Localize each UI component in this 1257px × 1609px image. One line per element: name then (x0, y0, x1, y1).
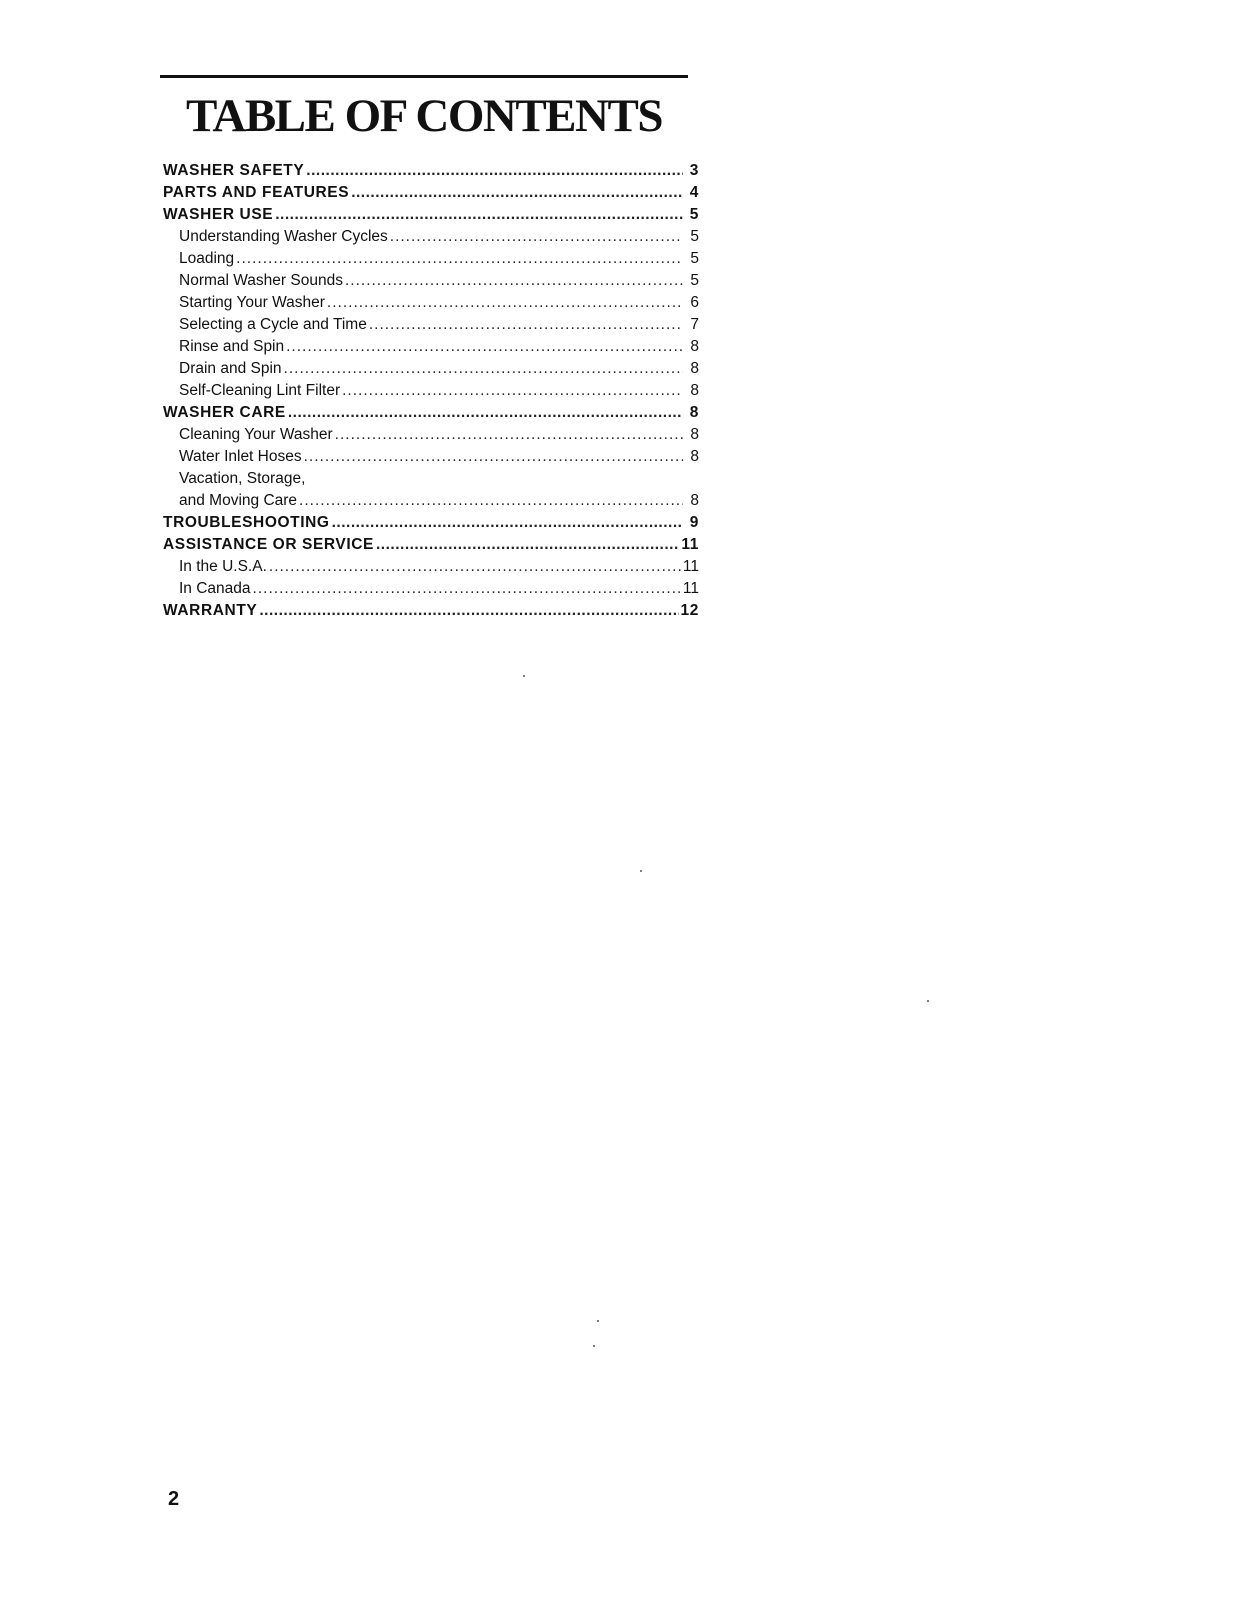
dot-leader (390, 226, 683, 248)
toc-entry-label: WARRANTY (163, 602, 258, 619)
toc-entry-page: 5 (690, 272, 699, 289)
toc-entry-page: 12 (680, 602, 699, 619)
toc-entry-page: 8 (690, 492, 699, 509)
table-of-contents (163, 160, 699, 622)
toc-entry-label: WASHER CARE (163, 404, 286, 421)
dot-leader (306, 160, 683, 182)
toc-entry-label: Cleaning Your Washer (179, 426, 333, 443)
toc-entry-warranty[interactable] (163, 600, 699, 622)
dot-leader (369, 314, 683, 336)
dot-leader (299, 490, 683, 512)
toc-entry-label: Understanding Washer Cycles (179, 228, 388, 245)
toc-entry-page: 8 (690, 382, 699, 399)
toc-entry-page: 8 (689, 404, 699, 421)
toc-entry-page: 5 (689, 206, 699, 223)
toc-entry-washer-safety[interactable] (163, 160, 699, 182)
toc-entry-normal-washer-sounds[interactable] (163, 270, 699, 292)
scan-speck (593, 1345, 595, 1347)
toc-entry-rinse-and-spin[interactable] (163, 336, 699, 358)
toc-entry-label: In Canada (179, 580, 251, 597)
toc-entry-label: Water Inlet Hoses (179, 448, 302, 465)
toc-entry-troubleshooting[interactable] (163, 512, 699, 534)
toc-entry-label: WASHER USE (163, 206, 274, 223)
dot-leader (236, 248, 683, 270)
toc-entry-starting-your-washer[interactable] (163, 292, 699, 314)
scan-speck (640, 870, 642, 872)
scan-speck (523, 675, 525, 677)
toc-entry-drain-and-spin[interactable] (163, 358, 699, 380)
dot-leader (275, 204, 683, 226)
toc-entry-page: 11 (682, 558, 699, 575)
toc-entry-self-cleaning-lint-filter[interactable] (163, 380, 699, 402)
toc-entry-in-the-usa[interactable] (163, 556, 699, 578)
toc-entry-understanding-washer-cycles[interactable] (163, 226, 699, 248)
toc-entry-cleaning-your-washer[interactable] (163, 424, 699, 446)
dot-leader (284, 358, 683, 380)
dot-leader (327, 292, 683, 314)
dot-leader (304, 446, 683, 468)
toc-entry-vacation-storage-moving-care[interactable] (163, 490, 699, 512)
toc-entry-label: Starting Your Washer (179, 294, 325, 311)
toc-entry-page: 4 (689, 184, 699, 201)
toc-entry-page: 9 (689, 514, 699, 531)
dot-leader (269, 556, 681, 578)
dot-leader (259, 600, 678, 622)
toc-entry-water-inlet-hoses[interactable] (163, 446, 699, 468)
scan-speck (927, 1000, 929, 1002)
toc-entry-label: Loading (179, 250, 235, 267)
toc-entry-page: 11 (681, 536, 699, 553)
toc-entry-label: Self-Cleaning Lint Filter (179, 382, 341, 399)
toc-entry-label: In the U.S.A. (179, 558, 267, 575)
toc-entry-label: Selecting a Cycle and Time (179, 316, 367, 333)
dot-leader (342, 380, 683, 402)
toc-entry-page: 5 (690, 228, 699, 245)
dot-leader (335, 424, 683, 446)
toc-entry-page: 8 (690, 448, 699, 465)
dot-leader (286, 336, 683, 358)
toc-entry-loading[interactable] (163, 248, 699, 270)
toc-entry-page: 6 (690, 294, 699, 311)
toc-entry-label: Normal Washer Sounds (179, 272, 343, 289)
toc-entry-label: and Moving Care (179, 492, 298, 509)
title-rule (160, 75, 688, 78)
toc-entry-in-canada[interactable] (163, 578, 699, 600)
dot-leader (376, 534, 679, 556)
toc-entry-label: Drain and Spin (179, 360, 282, 377)
dot-leader (253, 578, 681, 600)
toc-entry-assistance-or-service[interactable] (163, 534, 699, 556)
toc-entry-selecting-a-cycle-and-time[interactable] (163, 314, 699, 336)
toc-entry-washer-care[interactable] (163, 402, 699, 424)
dot-leader (288, 402, 683, 424)
toc-entry-page: 7 (690, 316, 699, 333)
toc-entry-page: 8 (690, 426, 699, 443)
toc-entry-page: 11 (682, 580, 699, 597)
page-title: TABLE OF CONTENTS (186, 90, 662, 142)
toc-entry-label: Vacation, Storage, (179, 470, 306, 487)
toc-entry-page: 8 (690, 360, 699, 377)
toc-entry-label: WASHER SAFETY (163, 162, 305, 179)
toc-entry-parts-and-features[interactable] (163, 182, 699, 204)
toc-entry-label: Rinse and Spin (179, 338, 285, 355)
toc-entry-label: ASSISTANCE OR SERVICE (163, 536, 374, 553)
toc-entry-label: PARTS AND FEATURES (163, 184, 350, 201)
dot-leader (345, 270, 683, 292)
toc-entry-vacation-storage-line1[interactable] (163, 468, 699, 490)
toc-entry-washer-use[interactable] (163, 204, 699, 226)
toc-entry-page: 3 (689, 162, 699, 179)
page-number: 2 (168, 1488, 180, 1510)
toc-entry-page: 8 (690, 338, 699, 355)
dot-leader (351, 182, 683, 204)
dot-leader (332, 512, 683, 534)
scan-speck (597, 1320, 599, 1322)
toc-entry-label: TROUBLESHOOTING (163, 514, 330, 531)
toc-entry-page: 5 (690, 250, 699, 267)
